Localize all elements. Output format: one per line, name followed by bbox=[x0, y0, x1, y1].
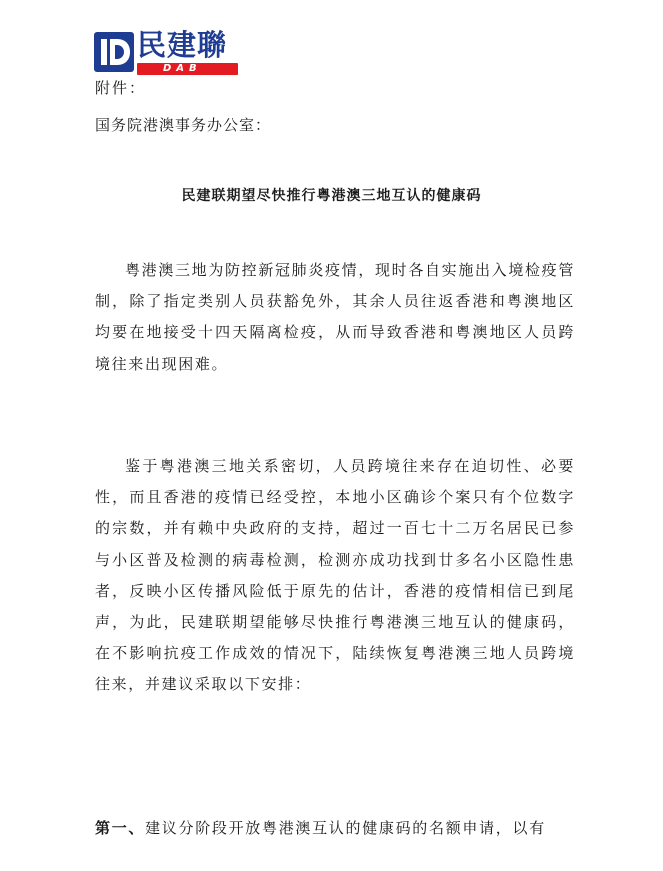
point-1-lead: 第一、 bbox=[95, 819, 146, 837]
logo-english-name: DAB bbox=[163, 63, 202, 74]
paragraph-2: 鉴于粤港澳三地关系密切，人员跨境往来存在迫切性、必要性，而且香港的疫情已经受控，本地小区确诊个案只有个位数字的宗数，并有赖中央政府的支持，超过一百七十二万名居民已参与小区普及检测的病毒检测，检测亦成功找到廿多名小区隐性患者，反映小区传播风险低于原先的估计，香港的疫情相信已到尾声，为此，民建联期望能够尽快推行粤港澳三地互认的健康码，在不影响抗疫工作成效的情况下，陆续恢复粤港澳三地人员跨境往来，并建议采取以下安排： bbox=[95, 457, 575, 694]
point-1-text: 建议分阶段开放粤港澳互认的健康码的名额申请，以有 bbox=[145, 819, 546, 837]
recipient-line: 国务院港澳事务办公室： bbox=[95, 116, 272, 134]
dab-logo-mark bbox=[93, 30, 135, 74]
paragraph-1: 粤港澳三地为防控新冠肺炎疫情，现时各自实施出入境检疫管制，除了指定类别人员获豁免外，其余人员往返香港和粤澳地区均要在地接受十四天隔离检疫，从而导致香港和粤澳地区人员跨境往来出现困难。 bbox=[95, 261, 575, 373]
point-1-paragraph bbox=[95, 813, 575, 844]
document-title: 民建联期望尽快推行粤港澳三地互认的健康码 bbox=[181, 188, 482, 204]
attachment-label: 附件： bbox=[95, 79, 147, 97]
dab-logo bbox=[93, 30, 238, 76]
logo-chinese-name: 民建聯 bbox=[137, 28, 228, 62]
